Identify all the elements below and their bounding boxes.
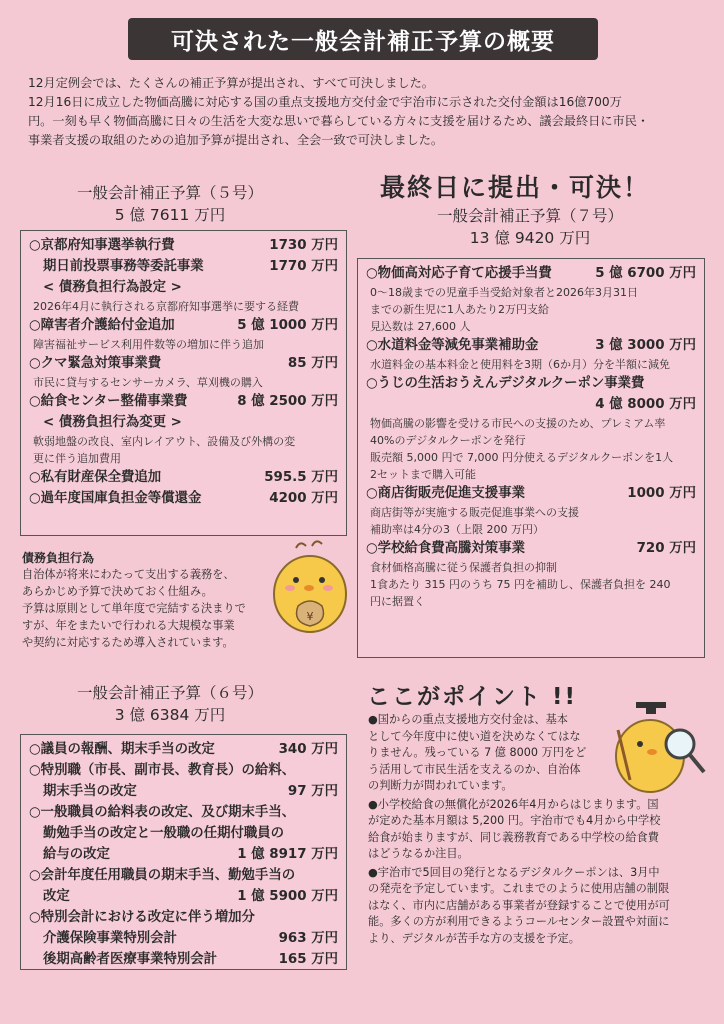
budget7-item-label: ○学校給食費高騰対策事業: [366, 541, 525, 556]
budget5-item-label: 2026年4月に執行される京都府知事選挙に要する経費: [33, 300, 299, 313]
budget7-item-label: 水道料金の基本料金と使用料を3期（6か月）分を半額に減免: [370, 358, 670, 371]
budget5-item-label: ○私有財産保全費追加: [29, 470, 162, 485]
explain-line: や契約に対応するため導入されています。: [22, 636, 234, 649]
page-title: 可決された一般会計補正予算の概要: [128, 18, 598, 60]
point-line: ●宇治市で5回目の発行となるデジタルクーポンは、3月中: [368, 865, 660, 879]
budget6-item-amount: 340 万円: [278, 742, 338, 757]
point-line: りません。残っている 7 億 8000 万円をど: [368, 746, 587, 759]
point-paragraph: [368, 865, 708, 948]
budget6-item-label: ○議員の報酬、期末手当の改定: [29, 742, 215, 757]
budget5-item-label: 障害福祉サービス利用件数等の増加に伴う追加: [33, 338, 264, 351]
budget7-item-amount: 5 億 6700 万円: [595, 266, 696, 281]
budget5-item-label: 更に伴う追加費用: [33, 452, 121, 465]
intro-line: 12月16日に成立した物価高騰に対応する国の重点支援地方交付金で宇治市に示された交付金額は16億700万: [28, 95, 622, 109]
budget7-note-row: [366, 521, 696, 538]
budget6-item-amount: 165 万円: [278, 952, 338, 967]
budget7-note-row: [366, 318, 696, 335]
budget7-item-label: ○うじの生活おうえんデジタルクーポン事業費: [366, 376, 645, 391]
budget5-item-label: ○クマ緊急対策事業費: [29, 356, 162, 371]
budget7-item-row: [366, 263, 696, 284]
budget6-box: [20, 734, 347, 970]
budget7-note-row: [366, 415, 696, 432]
point-line: より、デジタルが苦手な方の支援を予定。: [368, 931, 580, 945]
budget7-note-row: [366, 593, 696, 610]
budget6-item-amount: 963 万円: [278, 931, 338, 946]
budget5-item-row: [29, 467, 338, 488]
budget5-item-label: < 債務負担行為変更 >: [43, 415, 182, 430]
budget7-item-label: 2セットまで購入可能: [370, 468, 476, 481]
budget6-item-label: 後期高齢者医療事業特別会計: [43, 952, 218, 967]
budget6-item-row: [29, 802, 338, 823]
point-line: ●国からの重点支援地方交付金は、基本: [368, 713, 568, 726]
budget5-item-label: 軟弱地盤の改良、室内レイアウト、設備及び外構の変: [33, 435, 296, 448]
budget5-item-row: [29, 235, 338, 256]
budget7-item-label: 補助率は4分の3（上限 200 万円）: [370, 523, 544, 536]
budget5-item-label: 市民に貸与するセンサーカメラ、草刈機の購入: [33, 376, 263, 389]
budget5-item-label: ○京都府知事選挙執行費: [29, 238, 175, 253]
budget7-item-amount: 1000 万円: [627, 486, 696, 501]
budget5-item-label: ○過年度国庫負担金等償還金: [29, 491, 202, 506]
budget7-item-amount: 720 万円: [636, 541, 696, 556]
point-line: ●小学校給食の無償化が2026年4月からはじまります。国: [368, 797, 659, 811]
budget5-item-amount: 1730 万円: [269, 238, 338, 253]
budget5-note-row: [29, 336, 338, 353]
budget7-note-row: [366, 576, 696, 593]
budget6-heading: 一般会計補正予算（６号）: [76, 684, 263, 702]
budget6-sub-row: [29, 928, 338, 949]
budget6-item-row: [29, 739, 338, 760]
budget7-item-label: ○水道料金等減免事業補助金: [366, 338, 539, 353]
budget7-item-row: [366, 483, 696, 504]
final-day-banner: 最終日に提出・可決！: [380, 173, 651, 202]
budget7-item-label: ○物価高対応子育て応援手当費: [366, 266, 552, 281]
svg-text:¥: ¥: [306, 610, 314, 623]
point-line: として今年度中に使い道を決めなくてはな: [368, 729, 581, 743]
budget7-total: 13 億 9420 万円: [469, 229, 591, 247]
budget7-heading: 一般会計補正予算（７号）: [436, 207, 623, 225]
budget6-item-amount: 97 万円: [287, 784, 338, 799]
budget7-item-row: [366, 335, 696, 356]
budget7-item-amount: 4 億 8000 万円: [595, 397, 696, 412]
budget7-box: [357, 258, 705, 658]
budget7-item-amount: 3 億 3000 万円: [595, 338, 696, 353]
point-paragraph: [368, 712, 606, 795]
budget6-item-label: ○特別会計における改定に伴う増加分: [29, 910, 255, 925]
budget7-item-label: 0～18歳までの児童手当受給対象者と2026年3月31日: [370, 286, 638, 299]
budget7-item-label: 円に据置く: [370, 595, 425, 608]
budget7-item-label: 販売額 5,000 円で 7,000 円分使えるデジタルクーポンを1人: [370, 451, 674, 464]
budget7-item-row: [366, 394, 696, 415]
budget6-sub-row: [29, 949, 338, 970]
budget5-sub-row: [29, 256, 338, 277]
explain-line: 自治体が将来にわたって支出する義務を、: [22, 568, 235, 581]
budget5-total: 5 億 7611 万円: [114, 206, 226, 224]
budget7-note-row: [366, 466, 696, 483]
budget7-item-label: 見込数は 27,600 人: [370, 320, 471, 333]
budget5-item-amount: 1770 万円: [269, 259, 338, 274]
budget7-header: [400, 205, 660, 249]
budget6-sub-row: [29, 781, 338, 802]
budget5-note-row: [29, 374, 338, 391]
mascot-magnifier-icon: [610, 700, 710, 796]
explain-title: 債務負担行為: [22, 551, 95, 565]
budget6-item-label: ○特別職（市長、副市長、教育長）の給料、: [29, 763, 296, 778]
budget7-item-label: 食材価格高騰に従う保護者負担の抑制: [370, 561, 557, 574]
point-line: 能。多くの方が利用できるようコールセンター設置や対面に: [368, 915, 670, 928]
budget6-item-amount: 1 億 8917 万円: [237, 847, 338, 862]
intro-line: 円。一刻も早く物価高騰に日々の生活を大変な思いで暮らしている方々に支援を届けるため、議会最終日に市民・: [28, 114, 650, 128]
point-paragraph: [368, 797, 708, 863]
budget5-item-label: 期日前投票事務等委託事業: [43, 259, 204, 274]
budget7-item-row: [366, 538, 696, 559]
budget5-item-row: [29, 353, 338, 374]
budget5-item-amount: 8 億 2500 万円: [237, 394, 338, 409]
budget6-item-label: 期末手当の改定: [43, 784, 137, 799]
budget6-item-label: 介護保険事業特別会計: [43, 931, 177, 946]
budget5-sub-row: [29, 412, 338, 433]
budget5-item-row: [29, 391, 338, 412]
budget6-item-row: [29, 760, 338, 781]
budget6-sub-row: [29, 823, 338, 844]
budget5-note-row: [29, 450, 338, 467]
budget6-item-label: ○一般職員の給料表の改定、及び期末手当、: [29, 805, 296, 820]
point-line: はどうなるか注目。: [368, 847, 469, 860]
explain-line: あらかじめ予算で決めておく仕組み。: [22, 585, 213, 598]
budget7-item-label: 1食あたり 315 円のうち 75 円を補助し、保護者負担を 240: [370, 578, 671, 591]
budget7-item-label: 40%のデジタルクーポンを発行: [370, 434, 526, 447]
explain-line: 予算は原則として単年度で完結する決まりで: [22, 602, 246, 615]
budget6-total: 3 億 6384 万円: [114, 706, 226, 724]
budget6-header: [40, 682, 300, 726]
budget6-item-label: 改定: [43, 889, 70, 904]
budget7-note-row: [366, 504, 696, 521]
budget5-box: [20, 230, 347, 536]
budget6-item-label: 勤勉手当の改定と一般職の任期付職員の: [43, 826, 285, 841]
budget7-item-label: までの新生児に1人あたり2万円支給: [370, 303, 549, 316]
point-heading: ここがポイント !!: [367, 684, 577, 710]
budget5-item-amount: 595.5 万円: [264, 470, 338, 485]
budget5-item-row: [29, 315, 338, 336]
point-line: の判断力が問われています。: [368, 779, 513, 792]
point-line: が定めた基本月額は 5,200 円。宇治市でも4月から中学校: [368, 814, 661, 827]
budget7-note-row: [366, 432, 696, 449]
budget7-item-label: 物価高騰の影響を受ける市民への支援のため、プレミアム率: [370, 417, 666, 430]
budget5-item-label: ○給食センター整備事業費: [29, 394, 188, 409]
budget6-item-label: ○会計年度任用職員の期末手当、勤勉手当の: [29, 868, 296, 883]
budget7-note-row: [366, 449, 696, 466]
intro-text: [28, 74, 698, 150]
budget5-item-label: < 債務負担行為設定 >: [43, 280, 182, 295]
point-line: 給食が始まりますが、同じ義務教育である中学校の給食費: [368, 830, 659, 844]
budget5-heading: 一般会計補正予算（５号）: [76, 184, 263, 202]
budget5-item-amount: 4200 万円: [269, 491, 338, 506]
budget5-item-amount: 5 億 1000 万円: [237, 318, 338, 333]
budget7-note-row: [366, 559, 696, 576]
budget6-item-label: 給与の改定: [43, 847, 110, 862]
mascot-yen-icon: [268, 540, 352, 636]
point-line: はなく、市内に店舗がある事業者が登録することで使用が可: [368, 898, 670, 912]
budget5-item-amount: 85 万円: [287, 356, 338, 371]
budget7-item-label: ○商店街販売促進支援事業: [366, 486, 525, 501]
budget7-item-label: 商店街等が実施する販売促進事業への支援: [370, 506, 579, 519]
budget6-sub-row: [29, 886, 338, 907]
point-line: う活用して市民生活を支えるのか、自治体: [368, 762, 581, 776]
intro-line: 事業者支援の取組のための追加予算が提出され、全会一致で可決しました。: [28, 133, 444, 147]
budget5-item-label: ○障害者介護給付金追加: [29, 318, 175, 333]
budget5-note-row: [29, 298, 338, 315]
budget5-note-row: [29, 433, 338, 450]
budget6-sub-row: [29, 844, 338, 865]
intro-line: 12月定例会では、たくさんの補正予算が提出され、すべて可決しました。: [28, 76, 434, 90]
point-line: の発売を予定しています。これまでのように使用店舗の制限: [368, 882, 670, 895]
explain-text: [22, 566, 272, 651]
budget5-item-row: [29, 488, 338, 509]
budget5-sub-row: [29, 277, 338, 298]
budget7-note-row: [366, 301, 696, 318]
budget7-note-row: [366, 356, 696, 373]
budget6-item-row: [29, 907, 338, 928]
budget5-header: [40, 182, 300, 226]
explain-line: すが、年をまたいで行われる大規模な事業: [22, 619, 235, 632]
budget6-item-row: [29, 865, 338, 886]
budget7-item-row: [366, 373, 696, 394]
budget7-note-row: [366, 284, 696, 301]
budget6-item-amount: 1 億 5900 万円: [237, 889, 338, 904]
